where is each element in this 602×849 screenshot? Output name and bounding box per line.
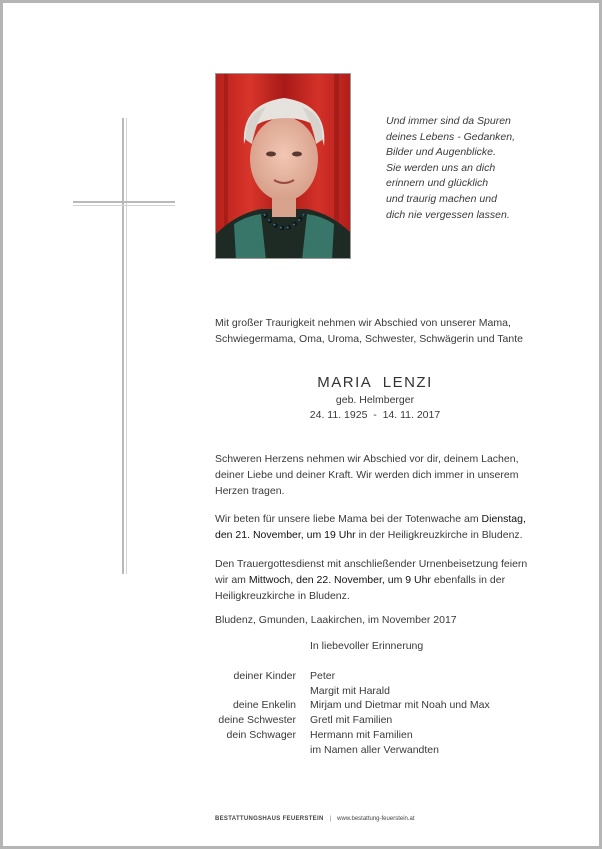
footer-website-link[interactable]: www.bestattung-feuerstein.at (337, 816, 415, 822)
family-row (180, 669, 490, 684)
portrait-photo (215, 73, 351, 259)
paragraph-line: Den Trauergottesdienst mit anschließender Urnenbeisetzung feiern (215, 558, 528, 570)
intro-line: Mit großer Traurigkeit nehmen wir Abschied von unserer Mama, (215, 317, 511, 329)
wake-day: Dienstag, (481, 513, 526, 525)
family-names: Peter (310, 670, 336, 682)
family-row (180, 684, 490, 699)
funeral-text: wir am (215, 574, 249, 586)
poem-line: erinnern und glücklich (386, 177, 489, 190)
paragraph-line: Heiligkreuzkirche in Bludenz. (215, 590, 350, 602)
family-names: Margit mit Harald (310, 684, 390, 697)
family-names: Gretl mit Familien (310, 714, 393, 727)
place-date: Bludenz, Gmunden, Laakirchen, im November 2017 (215, 614, 457, 626)
intro-line: Schwiegermama, Oma, Uroma, Schwester, Schwägerin und Tante (215, 333, 523, 345)
memory-heading: In liebevoller Erinnerung (310, 640, 424, 652)
paragraph-line: Herzen tragen. (215, 485, 285, 497)
poem-line: deines Lebens - Gedanken, (386, 130, 516, 143)
paragraph-line (215, 511, 526, 527)
paragraph-line: Schweren Herzens nehmen wir Abschied vor dir, deinem Lachen, (215, 453, 519, 465)
wake-location: in der Heiligkreuzkirche in Bludenz. (355, 529, 523, 541)
poem-line: Und immer sind da Spuren (386, 115, 511, 127)
family-relation: dein Schwager (226, 728, 296, 741)
family-relation: deine Schwester (218, 714, 296, 727)
funeral-date-time: Mittwoch, den 22. November, um 9 Uhr (248, 574, 431, 586)
family-row (180, 728, 490, 743)
poem-line: dich nie vergessen lassen. (386, 208, 510, 221)
wake-text: Wir beten für unsere liebe Mama bei der Totenwache am (215, 513, 482, 525)
family-relation: deiner Kinder (233, 670, 296, 682)
family-row (180, 698, 490, 713)
paragraph-line (215, 572, 527, 588)
cross-icon-horizontal (73, 201, 175, 206)
family-row (180, 713, 490, 728)
family-relation (180, 684, 310, 699)
poem (386, 114, 515, 223)
family-names: im Namen aller Verwandten (310, 743, 439, 756)
poem-line: Sie werden uns an dich (386, 161, 496, 174)
poem-line: Bilder und Augenblicke. (386, 146, 496, 159)
intro-text (215, 315, 523, 347)
family-names: Mirjam und Dietmar mit Noah und Max (310, 699, 490, 712)
wake-date-time: den 21. November, um 19 Uhr (215, 529, 356, 541)
family-names: Hermann mit Familien (310, 728, 413, 741)
family-relation: deine Enkelin (232, 699, 296, 712)
paragraph-line: deiner Liebe und deiner Kraft. Wir werden dich immer in unserem (215, 469, 519, 481)
paragraph-line (215, 527, 526, 543)
farewell-paragraph (215, 451, 519, 499)
family-row (180, 743, 490, 758)
wake-paragraph (215, 511, 526, 543)
footer-company: BESTATTUNGSHAUS FEUERSTEIN (215, 816, 324, 822)
life-dates: 24. 11. 1925 - 14. 11. 2017 (309, 409, 441, 421)
cross-icon-vertical (122, 118, 127, 574)
birth-name: geb. Helmberger (335, 394, 415, 406)
footer (215, 816, 415, 822)
family-list (180, 669, 490, 757)
deceased-name: MARIA LENZI (317, 374, 433, 391)
funeral-paragraph (215, 556, 527, 604)
footer-separator: | (329, 816, 332, 822)
funeral-text-end: ebenfalls in der (430, 574, 506, 586)
poem-line: und traurig machen und (386, 192, 497, 205)
family-relation (180, 743, 310, 758)
